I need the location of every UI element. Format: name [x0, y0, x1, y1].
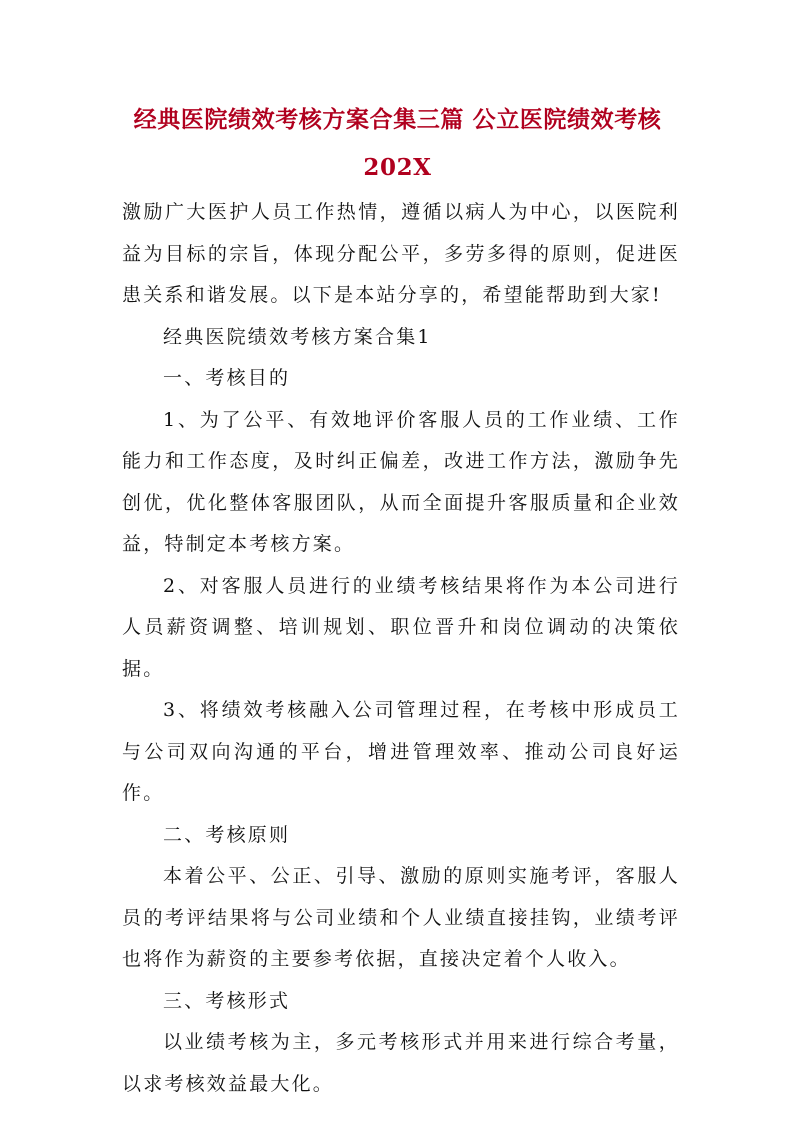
purpose-item-3: 3、将绩效考核融入公司管理过程，在考核中形成员工与公司双向沟通的平台，增进管理效率、推动公司良好运作。 [122, 699, 680, 804]
purpose-item-1: 1、为了公平、有效地评价客服人员的工作业绩、工作能力和工作态度，及时纠正偏差，改进工作方法，激励争先创优，优化整体客服团队，从而全面提升客服质量和企业效益，特制定本考核方案。 [122, 408, 680, 555]
section-heading-principles: 二、考核原则 [163, 823, 291, 846]
form-paragraph: 以业绩考核为主，多元考核形式并用来进行综合考量，以求考核效益最大化。 [122, 1031, 680, 1095]
intro-paragraph: 激励广大医护人员工作热情，遵循以病人为中心，以医院利益为目标的宗旨，体现分配公平，多劳多得的原则，促进医患关系和谐发展。以下是本站分享的，希望能帮助到大家! [122, 201, 680, 306]
section-heading-collection-1: 经典医院绩效考核方案合集1 [163, 325, 432, 348]
section-heading-purpose: 一、考核目的 [163, 367, 291, 389]
purpose-item-2: 2、对客服人员进行的业绩考核结果将作为本公司进行人员薪资调整、培训规划、职位晋升和岗位调动的决策依据。 [122, 574, 680, 680]
principles-paragraph: 本着公平、公正、引导、激励的原则实施考评，客服人员的考评结果将与公司业绩和个人业绩直接挂钩，业绩考评也将作为薪资的主要参考依据，直接决定着个人收入。 [122, 865, 680, 970]
document-title: 经典医院绩效考核方案合集三篇 公立医院绩效考核202X [133, 106, 662, 181]
section-heading-form: 三、考核形式 [163, 989, 291, 1012]
document-body [122, 192, 680, 1105]
